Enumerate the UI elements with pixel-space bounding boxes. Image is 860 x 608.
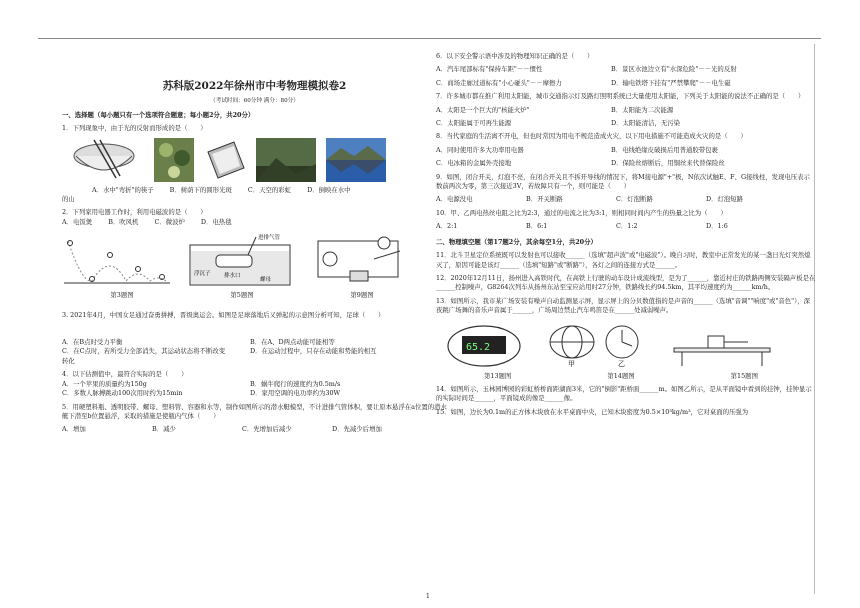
float-label: 浮沉子 xyxy=(194,271,211,278)
question-15: 15．如图，边长为0.1m的正方体木块放在水平桌面中央，已知木块密度为0.5×10³kg/m³，它对桌面的压强为 xyxy=(436,407,749,416)
question-2: 2．下列家用电器工作时，利用电磁波的是（ ） xyxy=(62,208,207,217)
q3-option-c[interactable]: C．在C点时，若所受力全部消失，其运动状态将不断改变 xyxy=(62,347,226,356)
q4-options xyxy=(62,380,447,399)
q5-option-c[interactable]: C．先增加后减少 xyxy=(242,425,292,434)
q3-option-a[interactable]: A．在B点时受力平衡 xyxy=(62,338,123,347)
noise-display-value: 65.2 xyxy=(466,341,491,353)
page-number: 1 xyxy=(426,593,430,600)
q7-option-d[interactable]: D．太阳能清洁，无污染 xyxy=(611,119,681,128)
caption-fig5: 第5题图 xyxy=(230,291,254,300)
question-7: 7．许多城市都在推广利用太阳能，城市交通指示灯及路灯照明系统已大量使用太阳能，下列关于太阳能的说法不正确的是（ ） xyxy=(436,92,805,101)
section-heading-fill: 二、物理填空题（第17题2分，其余每空1分，共20分） xyxy=(436,237,597,246)
q3-option-d[interactable]: D．在运动过程中，只存在动能和势能的相互 xyxy=(250,347,377,356)
q5-option-a[interactable]: A．增加 xyxy=(62,425,86,434)
q8-options xyxy=(436,146,816,169)
figure-captions-1 xyxy=(62,291,422,300)
caption-fig9: 第9题图 xyxy=(350,291,374,300)
figure-captions-2 xyxy=(436,372,806,381)
q1-option-d-tail: 的山 xyxy=(62,195,75,204)
question-1: 1．下列现象中，由于光的反射而形成的是（ ） xyxy=(62,124,207,133)
q6-option-c[interactable]: C．商场走廊过道标有"小心碰头"－－摩擦力 xyxy=(436,78,562,87)
q7-options xyxy=(436,106,816,129)
q10-option-b[interactable]: B．6:1 xyxy=(526,222,548,231)
fig14-label-yi: 乙 xyxy=(618,359,625,368)
q2-option-a[interactable]: A．电饭煲 xyxy=(62,217,93,226)
q7-option-b[interactable]: B．太阳能为二次能源 xyxy=(611,105,674,114)
q6-options xyxy=(436,65,816,88)
left-column xyxy=(62,44,447,435)
q1-option-a[interactable]: A．水中"弯折"的筷子 xyxy=(92,185,154,194)
section-heading-choice: 一、选择题（每小题只有一个选项符合题意；每小题2分，共20分） xyxy=(62,110,255,119)
block-table-figure xyxy=(668,322,778,368)
q10-option-d[interactable]: D．1:6 xyxy=(706,222,728,231)
right-column xyxy=(436,44,816,417)
chopsticks-bowl-image xyxy=(64,138,144,182)
screw-label: 螺母 xyxy=(260,277,272,284)
q8-option-a[interactable]: A．同时使用许多大功率用电器 xyxy=(436,145,524,154)
q7-option-a[interactable]: A．太阳是一个巨大的"核能火炉" xyxy=(436,105,530,114)
noise-monitor-figure xyxy=(444,322,524,368)
q4-option-b[interactable]: B．蜗牛爬行的速度约为0.5m/s xyxy=(250,379,341,388)
caption-fig14: 第14题图 xyxy=(607,371,635,380)
q3-option-b[interactable]: B．在A、D两点动能可能相等 xyxy=(250,338,335,347)
question-8: 8．当代家庭的生活离不开电，但也时常因为用电不规范造成火灾，以下用电措施不可能造成火灾的是（ ） xyxy=(436,132,747,141)
q7-option-c[interactable]: C．太阳能属于可再生能源 xyxy=(436,119,512,128)
q4-option-d[interactable]: D．家用空调的电功率约为30W xyxy=(250,389,341,398)
question-4: 4．以下估测值中，最符合实际的是（ ） xyxy=(62,370,188,379)
q3-options xyxy=(62,338,447,357)
q9-option-b[interactable]: B．开关断路 xyxy=(526,195,563,204)
q1-images xyxy=(64,138,447,182)
q2-option-b[interactable]: B．吹风机 xyxy=(108,217,139,226)
q10-options xyxy=(436,222,816,231)
q5-options xyxy=(62,425,447,434)
q10-option-c[interactable]: C．1:2 xyxy=(616,222,638,231)
exam-title: 苏科版2022年徐州市中考物理模拟卷2 xyxy=(162,80,347,92)
q8-option-d[interactable]: D．保险丝熔断后，用铜丝来代替保险丝 xyxy=(611,159,725,168)
q4-option-c[interactable]: C．多数人脉搏跳动100次用时约为15min xyxy=(62,389,183,398)
figure-row-2 xyxy=(444,320,816,368)
q9-option-d[interactable]: D．灯泡短路 xyxy=(706,195,744,204)
q8-option-b[interactable]: B．电线绝缘皮破损后用普通胶带包裹 xyxy=(611,145,718,154)
header-rule xyxy=(38,38,821,39)
pipe-label: 进排气管 xyxy=(258,235,281,242)
mirror-clock-figure xyxy=(546,322,646,368)
rainbow-image xyxy=(256,138,316,182)
circuit-figure xyxy=(310,231,410,287)
q1-option-d[interactable]: D．倒映在水中 xyxy=(307,185,351,194)
book-image xyxy=(204,138,246,182)
q5-option-d[interactable]: D．先减少后增加 xyxy=(332,425,382,434)
question-5: 5．用硬塑料瓶、透明胶带、螺母、塑料管、容器和水等，制作如图所示的潜水艇模型，不计进排气管体积，要让原本悬浮在a位置的潜水艇下潜至b位置悬浮，采取的措施是使瓶内气体（ ） xyxy=(62,402,447,420)
q9-option-c[interactable]: C．灯泡断路 xyxy=(616,195,653,204)
question-3: 3. 2021年4月，中国女足通过奋勇拼搏，晋级奥运会。如图是足球落地后又弹起的示意图分析可知，足球（ ） xyxy=(62,310,385,319)
caption-fig3: 第3题图 xyxy=(110,291,134,300)
q6-option-d[interactable]: D．输电铁塔下挂有"严禁攀爬"－－电生磁 xyxy=(611,78,731,87)
q1-option-c[interactable]: C．天空的彩虹 xyxy=(247,185,292,194)
question-13: 13．如图所示，我市某广场安装有噪声自动监测显示屏，显示屏上的分贝数值指的是声音的______（选填"音调""响度"或"音色"），深夜跳广场舞的音乐声音属于______，广场周边禁止汽车鸣笛是在______处减弱噪声。 xyxy=(436,296,811,315)
q3-option-d-tail: 转化 xyxy=(62,356,75,365)
q2-options xyxy=(62,218,447,227)
q2-option-d[interactable]: D．电热毯 xyxy=(200,217,232,226)
submarine-model-figure xyxy=(186,231,296,287)
question-12: 12．2020年12月11日，扬州进入高铁时代，在高铁上行驶的动车设计成流线型，是为了______，靠近村庄的铁路两侧安装隔声板是在______控制噪声，G8264次列车从扬州东站至宝应站用时27分钟，铁路线长约94.5km，其平均速度约为______km/h。 xyxy=(436,273,816,292)
exam-subtitle: （考试时间：60分钟 满分：80分） xyxy=(210,98,299,105)
q2-option-c[interactable]: C．微波炉 xyxy=(154,217,185,226)
q10-option-a[interactable]: A．2:1 xyxy=(436,222,458,231)
q1-options xyxy=(92,186,447,195)
caption-fig13: 第13题图 xyxy=(484,371,512,380)
question-6: 6．以下安全警示语中涉及的物理知识正确的是（ ） xyxy=(436,52,594,60)
q6-option-b[interactable]: B．景区水池边立有"水深危险"－－光的反射 xyxy=(611,65,737,74)
q8-option-c[interactable]: C．电冰箱的金属外壳接地 xyxy=(436,159,512,168)
question-9: 9．如图，闭合开关，灯泡不亮，在闭合开关且不拆开导线的情况下，将M接电源"+"极，N依次试触E、F、G接线柱，发现电压表示数前两次为零，第三次接近3V，若故障只有一个，则可能是（ ） xyxy=(436,172,810,191)
question-10: 10．甲、乙两电热丝电阻之比为2:3，通过的电流之比为3:1，则相同时间内产生的热量之比为（ ） xyxy=(436,208,727,217)
caption-fig15: 第15题图 xyxy=(730,371,758,380)
q9-option-a[interactable]: A．电源没电 xyxy=(436,195,473,204)
q5-option-b[interactable]: B．减少 xyxy=(152,425,176,434)
q4-option-a[interactable]: A．一个苹果的质量约为150g xyxy=(62,379,147,388)
figure-row-1 xyxy=(62,231,447,287)
tree-shade-image xyxy=(154,138,194,182)
question-11: 11．北斗卫星定位系统既可以发射也可以接收______（选填"超声波"或"电磁波"）。晚自习时，教室中正常发光的某一盏日光灯突然熄灭了，原因可能是该灯______（选填"短路"或"断路"），各灯之间的连接方式是______。 xyxy=(436,251,811,269)
mountain-reflection-image xyxy=(326,138,386,182)
q9-options xyxy=(436,195,816,204)
question-14: 14．如图所示，玉林园博园的彩虹桥桥面距湖面3米，它的"倒影"距桥面______m。如图乙所示，是从平面镜中看到的挂钟，挂钟显示的实际时间是______，平面镜成的像是______像。 xyxy=(436,384,812,403)
q1-option-b[interactable]: B．树荫下的圆形光斑 xyxy=(169,185,232,194)
q6-option-a[interactable]: A．汽车尾部标有"保持车距"－－惯性 xyxy=(436,65,543,74)
fig14-label-jia: 甲 xyxy=(568,359,575,368)
flat-label: 排水口 xyxy=(224,273,241,280)
ball-bounce-figure xyxy=(62,231,172,287)
